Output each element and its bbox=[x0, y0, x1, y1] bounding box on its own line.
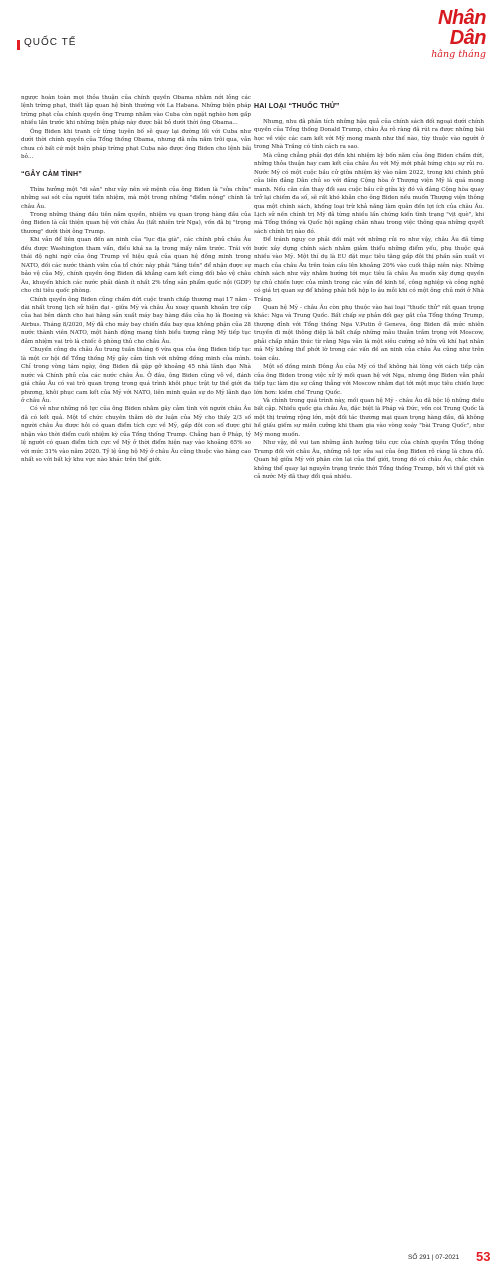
article-paragraph: Ông Biden khi tranh cử từng tuyên bố sẽ quay lại đường lối với Cuba như dưới thời chính quyền của Tổng thống Obama, nhưng đã nửa năm trôi qua, vẫn chưa có bất cứ một biện pháp trừng phạt Cuba nào được ông Biden cho lệnh bãi bỏ... bbox=[21, 128, 251, 161]
article-paragraph: Quan hệ Mỹ - châu Âu còn phụ thuộc vào hai loại "thuốc thử" rất quan trọng khác: Nga và Trung Quốc. Bất chấp sự phản đối gay gắt của Tổng thống Trump, thượng đỉnh với Tổng thống Nga V.Putin ở Geneva, ông Biden đã mức nhiên truyền đi một thông điệp là bất chấp những mâu thuẫn trầm trọng với Moscow, phải chấp nhận thúc từ rằng Nga vẫn là một siêu cường sở hữu vũ khí hạt nhân mà Mỹ không thể phớt lờ trong các vấn đề an ninh của châu Âu cũng như trên toàn cầu. bbox=[254, 304, 484, 362]
page-footer bbox=[0, 624, 500, 1264]
article-paragraph: Để tránh nguy cơ phải đối mặt với những rủi ro như vậy, châu Âu đã từng bước xây dựng chính sách nhằm giảm thiểu những điểm yếu, phụ thuộc quá nhiều vào Mỹ. Một thí dụ là EU đặt mục tiêu tăng gấp đôi thị phần sản xuất vi mạch của châu Âu trên toàn cầu lên khoảng 20% vào cuối thập niên này. Những chính sách như vậy nhằm hướng tới mục tiêu là châu Âu muốn xây dựng quyền tự chủ chiến lược của mình trong các vấn đề kinh tế, công nghiệp và công nghệ có giá trị quan sự để không phải hối hộp lo âu mỗi khi có một ông chủ mới ở Nhà Trắng. bbox=[254, 237, 484, 303]
logo-subtitle: hằng tháng bbox=[431, 49, 486, 60]
section-heading: HAI LOẠI “THUỐC THỬ” bbox=[254, 103, 340, 110]
issue-info: SỐ 291 | 07-2021 bbox=[408, 1254, 460, 1261]
article-paragraph: Chuyến công du châu Âu trung tuần tháng 6 vừa qua của ông Biden tiếp tục là một cơ hội để Tổng thống Mỹ gây cảm tình với những đồng minh của mình. Chỉ trong vòng tám ngày, ông Biden đã gặp gỡ khoảng 45 nhà lãnh đạo Nhà nước và Chính phủ của các nước châu Âu. Ở đâu, ông Biden cũng vỗ về, đánh giá châu Âu có vai trò quan trọng trong quá trình khôi phục trật tự thế giới đa phương, khôi phục cam kết của Mỹ với NATO, liên minh quân sự do Mỹ lãnh đạo ở châu Âu. bbox=[21, 347, 251, 404]
article-paragraph: Thừa hưởng một "di sản" như vậy nên sứ mệnh của ông Biden là "sửa chữa" những sai sót của người tiền nhiệm, mà một trong những "điểm nóng" chính là châu Âu. bbox=[21, 186, 251, 210]
article-paragraph: Nhưng, nhu đã phân tích những hậu quả của chính sách đối ngoại dưới chính quyền của Tổng thống Donald Trump, châu Âu rõ ràng đã rút ra được những bài học về việc các cam kết với Mỹ mong manh như thế nào, tùy thuộc vào người ở trong Nhà Trắng có tính cách ra sao. bbox=[254, 119, 484, 151]
section-heading: “GÂY CẢM TÌNH” bbox=[21, 170, 83, 178]
page-header bbox=[0, 0, 500, 78]
article-paragraph: Trong những tháng đầu tiên nắm quyền, nhiệm vụ quan trọng hàng đầu của ông Biden là cải thiện quan hệ với châu Âu (tất nhiên trừ Nga), vốn đã bị "trọng thương" dưới thời ông Trump. bbox=[21, 211, 251, 235]
article-column-left bbox=[21, 94, 251, 465]
section-label: QUỐC TẾ bbox=[24, 37, 77, 48]
section-marker bbox=[17, 40, 20, 50]
article-paragraph: Một số đồng minh Đông Âu của Mỹ có thể không hài lòng với cách tiếp cận của ông Biden trong việc xử lý mối quan hệ với Nga, nhưng ông Biden vẫn phải tiếp tục làm dịu sự căng thẳng với Moscow nhằm đạt tới một mục tiêu chiến lược lớn hơn: kiềm chế Trung Quốc. bbox=[254, 364, 484, 396]
article-paragraph: Khi vẫn để liên quan đến an ninh của "lục địa già", các chính phủ châu Âu đều được Washington tham vấn, điều khá xa lạ trong mấy năm trước. Trái với thái độ nghi ngờ của ông Trump về hiệu quả của quan hệ đồng minh trong NATO, đối các nước thành viên của tổ chức này phải "tăng tiền" để nhận được sự bảo vệ của Mỹ, chính quyền ông Biden đã khẳng cam kết cùng đối bảo vệ châu Âu, khuyến khích các nước phải dành ít nhất 2% tổng sản phẩm quốc nội (GDP) cho chi tiêu quốc phòng. bbox=[21, 237, 251, 295]
page-number: 53 bbox=[476, 1249, 491, 1264]
article-paragraph: ngược hoàn toàn mọi thỏa thuận của chính quyền Obama nhằm nới lỏng các lệnh trừng phạt, thiết lập quan hệ bình thường với La Habana. Những biện pháp trừng phạt của chính quyền ông Trump nhằm vào Cuba còn ngặt nghèo hơn gấp nhiều lần trước khi những biện pháp này được bãi bỏ dưới thời ông Obama... bbox=[21, 95, 251, 127]
logo-title: Nhân Dân bbox=[438, 7, 486, 49]
article-paragraph: Như vậy, dễ vui tan những ảnh hưởng tiêu cực của chính quyền Tổng thống Trump đối với châu Âu, những nỗ lực sửa sai của ông Biden rõ ràng là chưa đủ. Quan hệ giữa Mỹ với phân còn lại của thế giới, trong đó có châu Âu, chắc chắn không thể quay lại nguyên trạng trước thời Tổng thống Trump, bởi vì thế giới và cả nước Mỹ đã thay đổi quá nhiều. bbox=[254, 440, 484, 481]
newspaper-logo bbox=[415, 8, 486, 61]
article-paragraph: Mà cũng chẳng phải đợi đến khi nhiệm kỳ bốn năm của ông Biden chấm dứt, những thỏa thuận hay cam kết của châu Âu với Mỹ mới phải hứng chịu sự rủi ro. Nước Mỹ có một cuộc bầu cử giữa nhiệm kỳ vào năm 2022, trong khi chính phủ của liên đảng Dân chủ so với đảng Cộng hòa ở Thượng viện Mỹ là quá mong manh. Nếu căn cần thay đổi sau cuộc bầu cử giữa kỳ đó và đảng Cộng hòa quay trở lại chiếm đa số, sẽ rất khó khăn cho ông Biden nếu muốn Thượng viện thông qua một chính sách, khống loại trừ khả năng làm quân đến lợi ích của châu Âu. Lịch sử nền chính trị Mỹ đã từng nhiều lần chứng kiến tình trạng "vịt què", khi mà Tổng thống và Quốc hội ngăng chân nhau trong việc thông qua những quyết sách chính trị nào đó. bbox=[254, 152, 484, 235]
article-column-right bbox=[254, 94, 484, 481]
article-paragraph: Và chính trong quá trình này, mối quan hệ Mỹ - châu Âu đã bộc lộ những điều bất cập. Nhiều quốc gia châu Âu, đặc biệt là Pháp và Đức, vốn coi Trung Quốc là một thị trường rộng lớn, một đối tác thương mại quan trọng hàng đầu, đã không hề giấu giếm sự miễn cưỡng khi tham gia vào vòng xoáy "bài Trung Quốc", như Mỹ mong muốn. bbox=[254, 397, 484, 438]
article-paragraph: Có vẻ như những nỗ lực của ông Biden nhằm gây cảm tình với người châu Âu đã có kết quả. Một tổ chức chuyên thăm dò dư luận của Mỹ cho thấy 2/3 số người châu Âu được hỏi có quan điểm tích cực về Mỹ, gấp đôi con số được ghi nhận vào thời điểm cuối nhiệm kỳ của Tổng thống Trump. Chẳng hạn ở Pháp, tỷ lệ người có quan điểm tích cực về Mỹ ở thời điểm hiện nay vào khoảng 65% so với mức 31% vào năm 2020. Tỷ lệ ủng hộ Mỹ ở châu Âu cũng thuộc vào hàng cao nhất so với bất kỳ khu vực nào khác trên thế giới. bbox=[21, 406, 251, 464]
article-paragraph: Chính quyền ông Biden cũng chấm dứt cuộc tranh chấp thương mại 17 năm - dài nhất trong lịch sử hiện đại - giữa Mỹ và châu Âu xoay quanh khoản trợ cấp của hai bên dành cho hai hãng sản xuất máy bay hàng đầu của họ là Boeing và Airbus. Tháng 8/2020, Mỹ đã cho máy bay chiến đấu bay qua không phận của 28 nước thành viên NATO, một hành động mang tính biểu tượng rằng Mỹ tiếp tục đảm nhiệm vai trò là chiếc ô phòng thủ cho châu Âu. bbox=[21, 296, 251, 345]
